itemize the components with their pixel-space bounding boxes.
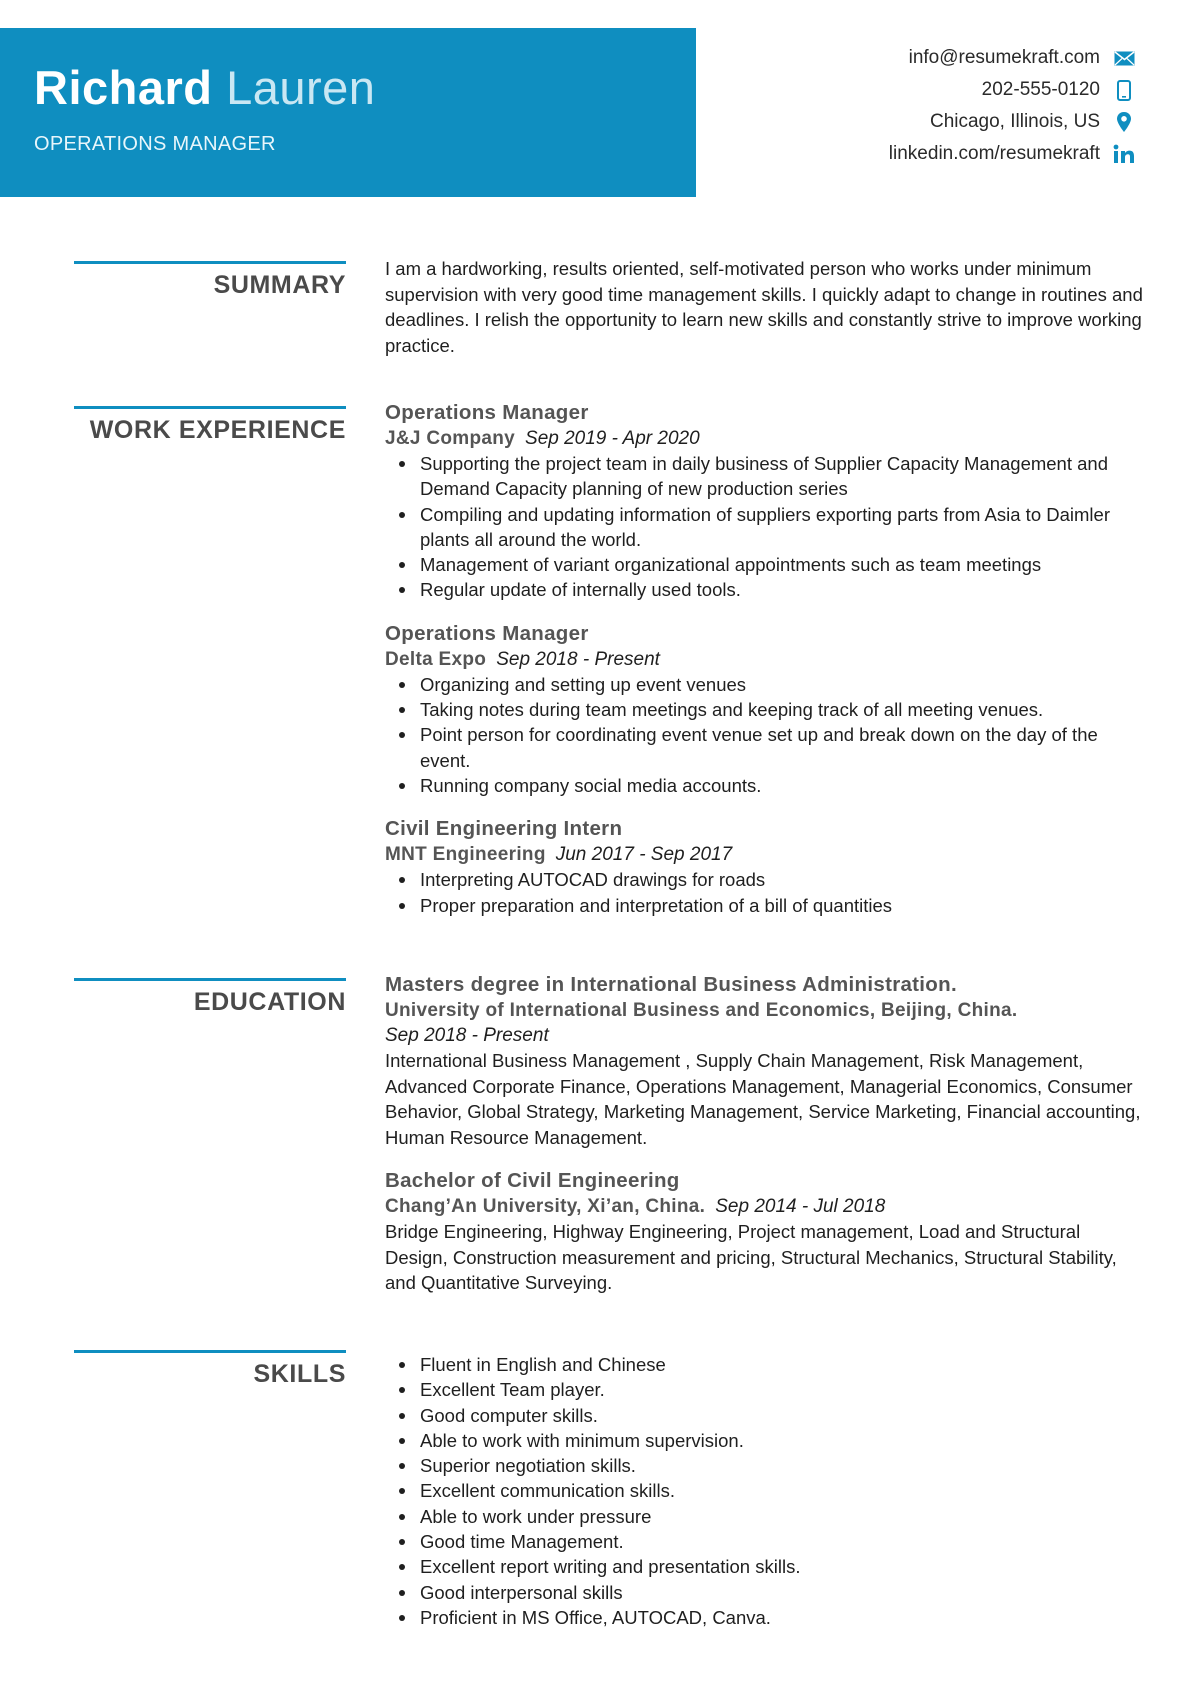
location-text: Chicago, Illinois, US	[929, 111, 1100, 132]
email-text: info@resumekraft.com	[908, 47, 1100, 68]
degree: Bachelor of Civil Engineering	[385, 1169, 680, 1192]
experience-body	[385, 399, 1145, 935]
education-entry	[385, 1167, 1145, 1296]
job-entry	[385, 620, 1145, 798]
education-dates: Sep 2014 - Jul 2018	[715, 1196, 886, 1217]
job-bullet: Regular update of internally used tools.	[385, 577, 1145, 602]
skill-item: Fluent in English and Chinese	[385, 1352, 1145, 1377]
job-bullet: Organizing and setting up event venues	[385, 672, 1145, 697]
school-name: Chang’An University, Xi’an, China.	[385, 1196, 706, 1217]
contact-phone	[716, 74, 1136, 106]
job-bullet: Taking notes during team meetings and keeping track of all meeting venues.	[385, 697, 1145, 722]
summary-heading: SUMMARY	[74, 261, 346, 300]
job-role: Civil Engineering Intern	[385, 817, 623, 841]
school	[385, 998, 1145, 1023]
job-bullet: Running company social media accounts.	[385, 773, 1145, 798]
job-meta	[385, 426, 1145, 451]
phone-text: 202-555-0120	[981, 79, 1100, 100]
degree: Masters degree in International Business Administration.	[385, 973, 957, 996]
job-bullet: Interpreting AUTOCAD drawings for roads	[385, 867, 1145, 892]
skill-item: Able to work under pressure	[385, 1504, 1145, 1529]
education-body	[385, 971, 1145, 1313]
first-name: Richard	[34, 61, 213, 114]
job-meta	[385, 842, 1145, 867]
job-bullets	[385, 451, 1145, 603]
envelope-icon	[1112, 46, 1136, 70]
skill-item: Superior negotiation skills.	[385, 1453, 1145, 1478]
phone-icon	[1112, 78, 1136, 102]
contact-linkedin[interactable]	[716, 138, 1136, 170]
skills-list	[385, 1352, 1145, 1630]
job-bullet: Supporting the project team in daily business of Supplier Capacity Management and Demand Capacity planning of new production series	[385, 451, 1145, 502]
education-heading: EDUCATION	[74, 978, 346, 1017]
education-details: International Business Management , Supply Chain Management, Risk Management, Advanced Corporate Finance, Operations Management, Managerial Economics, Consumer Behavior, Global Strategy, Marketing Management, Service Marketing, Financial accounting, Human Resource Management.	[385, 1050, 1141, 1148]
education-details: Bridge Engineering, Highway Engineering, Project management, Load and Structural Design, Construction measurement and pricing, Structural Mechanics, Structural Stability, and Quantitative Surveying.	[385, 1221, 1117, 1293]
skill-item: Excellent report writing and presentation skills.	[385, 1554, 1145, 1579]
school-name: University of International Business and Economics, Beijing, China.	[385, 1000, 1018, 1021]
education-dates: Sep 2018 - Present	[385, 1025, 549, 1046]
job-meta	[385, 647, 1145, 672]
summary-body	[385, 256, 1145, 358]
summary-text: I am a hardworking, results oriented, self-motivated person who works under minimum supervision with very good time management skills. I quickly adapt to change in routines and deadlines. I relish the opportunity to learn new skills and constantly strive to improve working practice.	[385, 258, 1143, 356]
skill-item: Proficient in MS Office, AUTOCAD, Canva.	[385, 1605, 1145, 1630]
job-bullet: Point person for coordinating event venue set up and break down on the day of the event.	[385, 722, 1145, 773]
job-company: Delta Expo	[385, 648, 487, 670]
education-entry	[385, 971, 1145, 1150]
job-bullet: Proper preparation and interpretation of a bill of quantities	[385, 893, 1145, 918]
skill-item: Excellent Team player.	[385, 1377, 1145, 1402]
job-dates: Sep 2018 - Present	[496, 648, 660, 670]
linkedin-icon[interactable]	[1112, 142, 1136, 166]
contact-block	[716, 42, 1136, 170]
linkedin-text[interactable]: linkedin.com/resumekraft	[888, 143, 1100, 164]
skills-body	[385, 1352, 1145, 1630]
candidate-name	[34, 61, 376, 114]
skill-item: Able to work with minimum supervision.	[385, 1428, 1145, 1453]
job-bullets	[385, 867, 1145, 918]
contact-location	[716, 106, 1136, 138]
skill-item: Good time Management.	[385, 1529, 1145, 1554]
job-bullet: Management of variant organizational appointments such as team meetings	[385, 552, 1145, 577]
skills-heading: SKILLS	[74, 1350, 346, 1389]
job-dates: Jun 2017 - Sep 2017	[555, 844, 733, 866]
job-company: MNT Engineering	[385, 844, 546, 866]
skill-item: Excellent communication skills.	[385, 1478, 1145, 1503]
school	[385, 1194, 1145, 1219]
job-bullet: Compiling and updating information of suppliers exporting parts from Asia to Daimler plants all around the world.	[385, 502, 1145, 553]
job-role: Operations Manager	[385, 621, 589, 645]
contact-email	[716, 42, 1136, 74]
job-dates: Sep 2019 - Apr 2020	[525, 428, 700, 449]
skill-item: Good computer skills.	[385, 1403, 1145, 1428]
experience-heading: WORK EXPERIENCE	[74, 406, 346, 445]
last-name: Lauren	[226, 61, 376, 114]
job-company: J&J Company	[385, 428, 516, 449]
skill-item: Good interpersonal skills	[385, 1580, 1145, 1605]
job-entry	[385, 399, 1145, 603]
job-role: Operations Manager	[385, 401, 589, 424]
job-title: OPERATIONS MANAGER	[34, 133, 276, 155]
job-entry	[385, 815, 1145, 918]
map-pin-icon	[1112, 110, 1136, 134]
job-bullets	[385, 672, 1145, 798]
